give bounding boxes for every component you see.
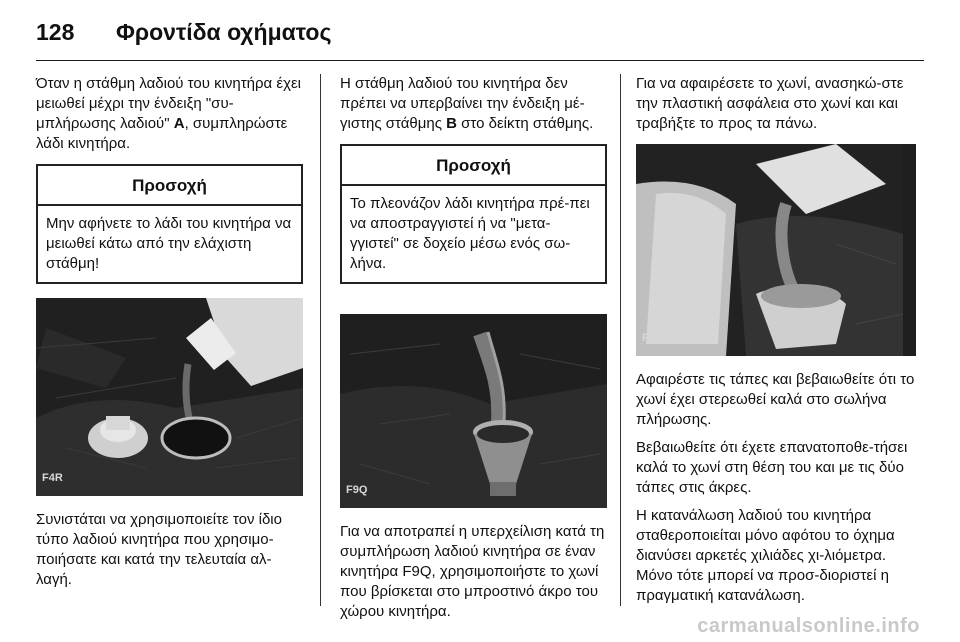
recommendation-paragraph: Συνιστάται να χρησιμοποιείτε τον ίδιο τύπο λαδιού κινητήρα που χρησιμο-ποιήσατε και κατά την τελευταία αλ-λαγή. bbox=[36, 511, 282, 588]
caution-text: Το πλεονάζον λάδι κινητήρα πρέ-πει να αποστραγγιστεί ή να "μετα-γγιστεί" σε δοχείο μέσω ενός σω-λήνα. bbox=[350, 195, 590, 272]
refit-paragraph: Βεβαιωθείτε ότι έχετε επανατοποθε-τήσει καλά το χωνί στη θέση του και με τις δύο τάπες στις άκρες. bbox=[636, 439, 908, 496]
consumption-paragraph: Η κατανάλωση λαδιού του κινητήρα σταθεροποιείται μόνο αφότου το όχημα διανύσει αρκετές χιλιάδες χι-λιόμετρα. Μόνο τότε μπορεί να προσ-διοριστεί η πραγματική κατανάλωση. bbox=[636, 507, 895, 604]
header-divider bbox=[36, 60, 924, 61]
intro-paragraph bbox=[340, 74, 607, 134]
column-1 bbox=[36, 74, 303, 598]
column-divider-2 bbox=[620, 74, 621, 606]
column-2 bbox=[340, 74, 607, 630]
oil-pour-illustration bbox=[36, 298, 303, 496]
intro-text-b: , συμπληρώστε λάδι κινητήρα. bbox=[36, 115, 288, 152]
oil-pour-photo bbox=[36, 298, 303, 496]
funnel-photo bbox=[340, 314, 607, 508]
intro-paragraph bbox=[36, 74, 303, 154]
intro-text-b: στο δείκτη στάθμης. bbox=[456, 115, 594, 132]
funnel-removal-photo bbox=[636, 144, 916, 356]
intro-text-a: Όταν η στάθμη λαδιού του κινητήρα έχει μειωθεί μέχρι την ένδειξη "συ-μπλήρωσης λαδιού" bbox=[36, 75, 301, 132]
caution-text: Μην αφήνετε το λάδι του κινητήρα να μειωθεί κάτω από την ελάχιστη στάθμη! bbox=[46, 215, 292, 272]
caution-box bbox=[340, 144, 607, 284]
caution-title: Προσοχή bbox=[38, 166, 301, 206]
page-number: 128 bbox=[36, 18, 75, 45]
intro-text-a: Η στάθμη λαδιού του κινητήρα δεν πρέπει να υπερβαίνει την ένδειξη μέ-γιστης στάθμης bbox=[340, 75, 585, 132]
column-divider-1 bbox=[320, 74, 321, 606]
funnel-illustration bbox=[340, 314, 607, 508]
watermark: carmanualsonline.info bbox=[697, 615, 920, 637]
figure-code: F9Q bbox=[642, 332, 664, 344]
intro-paragraph: Για να αφαιρέσετε το χωνί, ανασηκώ-στε την πλαστική ασφάλεια στο χωνί και και τραβήξτε το προς τα πάνω. bbox=[636, 75, 904, 132]
page-title: Φροντίδα οχήματος bbox=[116, 18, 332, 45]
caution-box bbox=[36, 164, 303, 284]
figure-code: F4R bbox=[42, 472, 63, 484]
ref-label-a: A bbox=[173, 115, 185, 132]
caps-paragraph: Αφαιρέστε τις τάπες και βεβαιωθείτε ότι το χωνί έχει στερεωθεί καλά στο σωλήνα πλήρωσης. bbox=[636, 371, 915, 428]
ref-label-b: B bbox=[446, 115, 457, 132]
figure-code: F9Q bbox=[346, 484, 368, 496]
overflow-paragraph: Για να αποτραπεί η υπερχείλιση κατά τη συμπλήρωση λαδιού κινητήρα σε έναν κινητήρα F9Q, χρησιμοποιήστε το χωνί που βρίσκεται στο μπροστινό άκρο του χώρου κινητήρα. bbox=[340, 523, 605, 620]
caution-title: Προσοχή bbox=[342, 146, 605, 186]
column-3 bbox=[636, 74, 916, 614]
funnel-removal-illustration bbox=[636, 144, 903, 356]
page-header bbox=[36, 14, 331, 50]
